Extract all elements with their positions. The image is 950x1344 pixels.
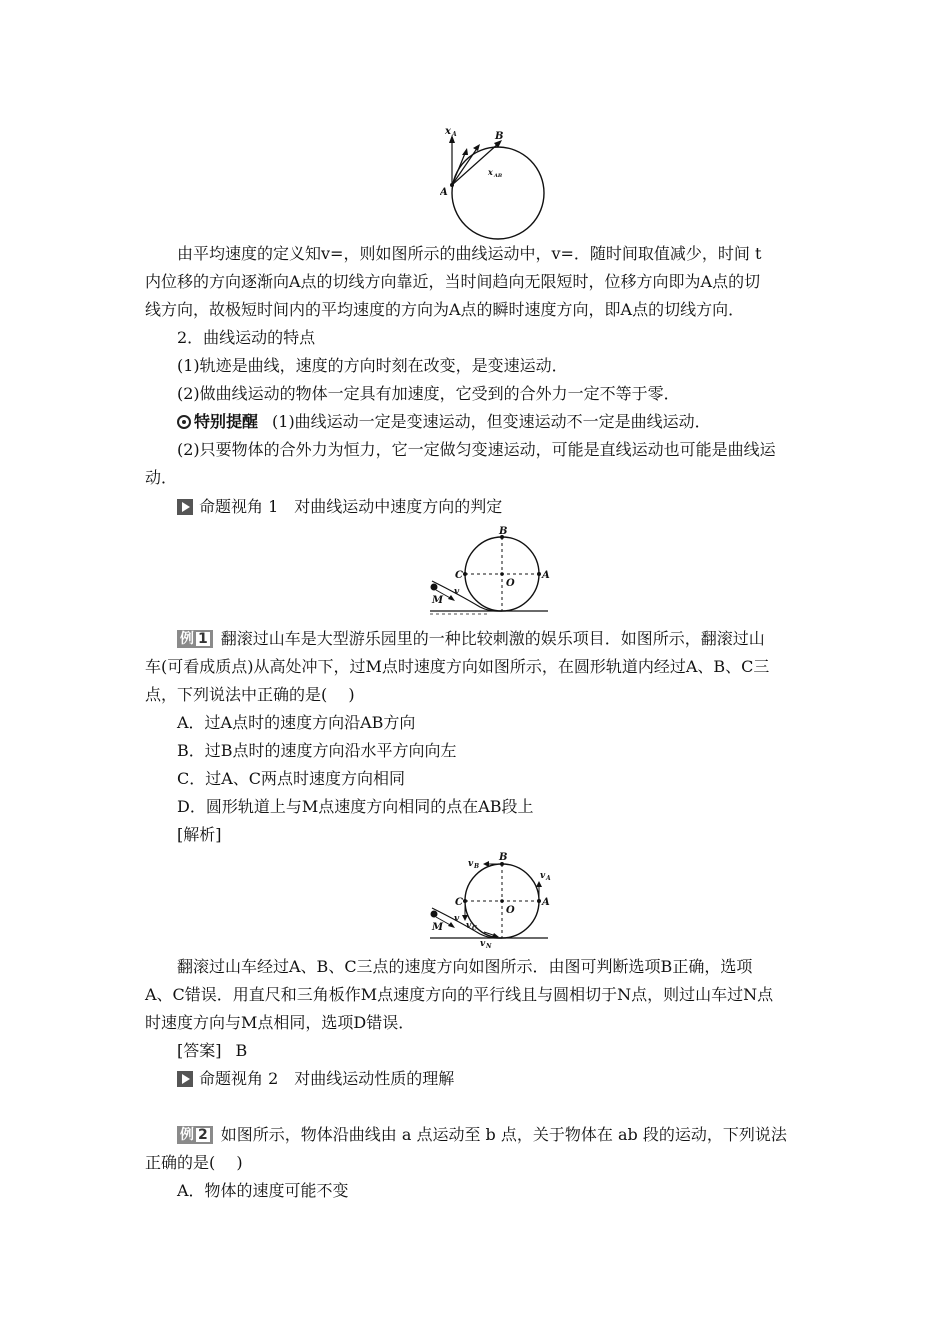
tip-line3: 动．: [145, 468, 178, 487]
answer-value: B: [235, 1041, 248, 1060]
vel-label-vB-sub: B: [474, 863, 480, 870]
figure-displacement-circle: [440, 125, 560, 240]
analysis-label: [解析]: [177, 825, 222, 844]
answer-label: [答案]: [177, 1041, 222, 1060]
vel-label-vA-sub: A: [546, 875, 551, 882]
example1-option-d: D．圆形轨道上与M点速度方向相同的点在AB段上: [177, 797, 534, 816]
tip-line1: (1)曲线运动一定是变速运动，但变速运动不一定是曲线运动．: [272, 412, 711, 431]
vel-label-O: O: [506, 905, 515, 916]
view2-title: 命题视角 2 对曲线运动性质的理解: [199, 1069, 455, 1088]
play-triangle-icon: [177, 1071, 193, 1087]
section2-title: 2．曲线运动的特点: [177, 328, 316, 347]
example-badge-number: 2: [198, 1127, 208, 1143]
tip-line2: (2)只要物体的合外力为恒力，它一定做匀变速运动，可能是直线运动也可能是曲线运: [177, 440, 776, 459]
vel-label-vN: v: [480, 939, 486, 948]
vel-label-M: M: [432, 922, 444, 933]
vel-label-vB: v: [468, 859, 474, 869]
view1-heading: [177, 497, 502, 517]
example1-line3: 点，下列说法中正确的是( ): [145, 685, 355, 704]
example1-text1: 翻滚过山车是大型游乐园里的一种比较刺激的娱乐项目．如图所示，翻滚过山: [220, 629, 765, 648]
example-badge: [177, 630, 213, 648]
example-badge-label: 例: [180, 631, 194, 647]
analysis-line2: A、C错误．用直尺和三角板作M点速度方向的平行线且与圆相切于N点，则过山车过N点: [145, 985, 774, 1004]
vel-label-vC-sub: C: [472, 925, 477, 932]
vel-label-C: C: [455, 897, 463, 908]
example-badge-label: 例: [180, 1127, 194, 1143]
para1-line2: 内位移的方向逐渐向A点的切线方向靠近，当时间趋向无限短时，位移方向即为A点的切: [145, 272, 761, 291]
trajectory-circle: [452, 147, 544, 239]
example1-option-b: B．过B点时的速度方向沿水平方向向左: [177, 741, 457, 760]
figure-loop-track: [420, 523, 560, 615]
view2-heading: [177, 1069, 454, 1089]
vel-label-B: B: [499, 852, 508, 863]
special-tip: [177, 412, 711, 432]
loop-label-M: M: [432, 595, 444, 606]
label-A: A: [440, 187, 448, 198]
loop-label-v: v: [454, 587, 460, 597]
section2-point2: (2)做曲线运动的物体一定具有加速度，它受到的合外力一定不等于零．: [177, 384, 680, 403]
label-B: B: [495, 131, 504, 142]
analysis-line3: 时速度方向与M点相同，选项D错误．: [145, 1013, 415, 1032]
loop-label-C: C: [455, 570, 463, 581]
label-xA: x: [445, 126, 451, 137]
example1-line1: [177, 629, 765, 649]
example-badge-number: 1: [198, 631, 208, 647]
example1-option-a: A．过A点时的速度方向沿AB方向: [177, 713, 416, 732]
example1-option-c: C．过A、C两点时速度方向相同: [177, 769, 406, 788]
para1-line1: 由平均速度的定义知v=，则如图所示的曲线运动中，v=．随时间取值减少，时间 t: [177, 244, 762, 263]
loop-label-O: O: [506, 578, 515, 589]
vel-label-vC: v: [466, 921, 472, 931]
vel-label-A: A: [542, 897, 550, 908]
example1-line2: 车(可看成质点)从高处冲下，过M点时速度方向如图所示，在圆形轨道内经过A、B、C三: [145, 657, 770, 676]
figure-loop-velocities: [420, 848, 560, 948]
label-xA-sub: A: [452, 131, 457, 138]
tip-label: 特别提醒: [194, 412, 259, 431]
play-triangle-icon: [177, 499, 193, 515]
example2-line1: [177, 1125, 787, 1145]
loop-label-B: B: [499, 526, 508, 537]
label-xAB-sub: AB: [494, 173, 503, 179]
example2-text1: 如图所示，物体沿曲线由 a 点运动至 b 点，关于物体在 ab 段的运动，下列说法: [220, 1125, 787, 1144]
answer: [177, 1041, 247, 1061]
vel-label-vA: v: [540, 871, 546, 881]
example2-line2: 正确的是( ): [145, 1153, 243, 1172]
section2-point1: (1)轨迹是曲线，速度的方向时刻在改变，是变速运动．: [177, 356, 568, 375]
tip-icon: [177, 415, 191, 429]
example-badge: [177, 1126, 213, 1144]
vel-label-v: v: [454, 914, 460, 924]
view1-title: 命题视角 1 对曲线运动中速度方向的判定: [199, 497, 503, 516]
label-xAB: x: [488, 167, 493, 177]
para1-line3: 线方向，故极短时间内的平均速度的方向为A点的瞬时速度方向，即A点的切线方向．: [145, 300, 745, 319]
vel-label-vN-sub: N: [486, 943, 492, 948]
example2-option-a: A．物体的速度可能不变: [177, 1181, 349, 1200]
analysis-line1: 翻滚过山车经过A、B、C三点的速度方向如图所示．由图可判断选项B正确，选项: [177, 957, 753, 976]
loop-label-A: A: [542, 570, 550, 581]
